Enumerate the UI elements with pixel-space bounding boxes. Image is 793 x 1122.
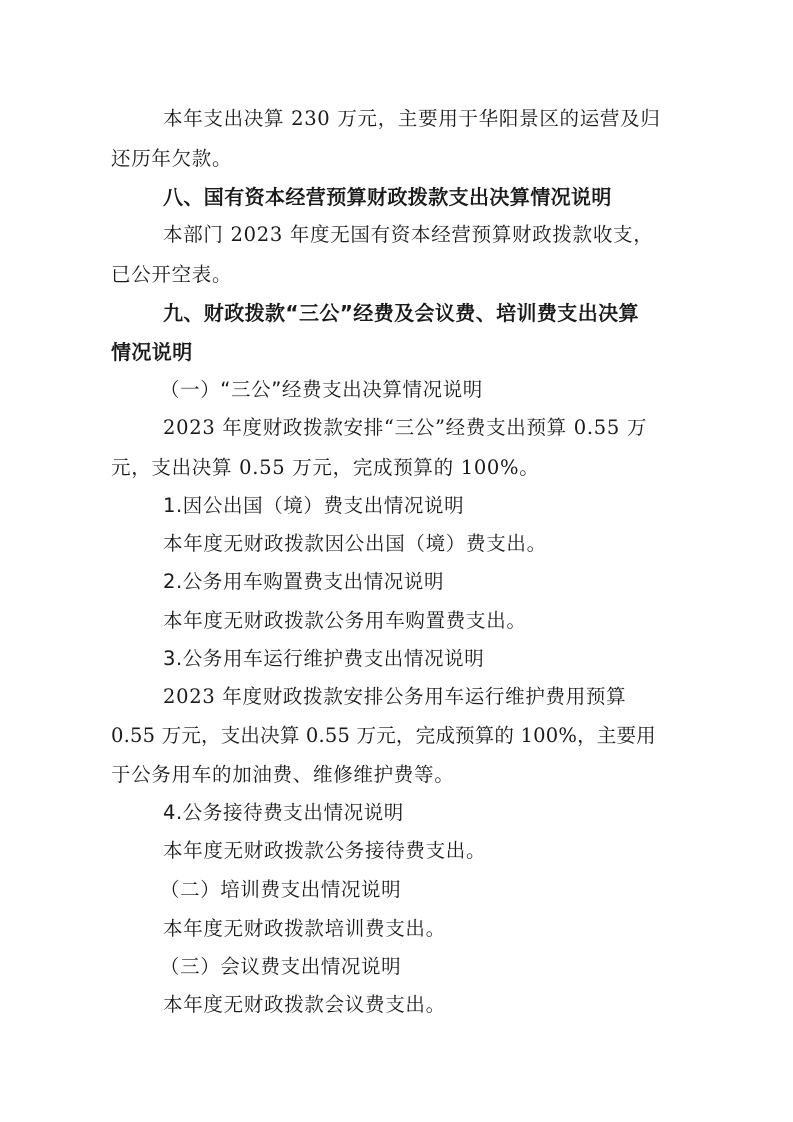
paragraph-line: 本年度无财政拨款会议费支出。 <box>163 993 446 1016</box>
paragraph-line: 本年支出决算 230 万元，主要用于华阳景区的运营及归 <box>163 107 661 130</box>
paragraph-line: 2023 年度财政拨款安排公务用车运行维护费用预算 <box>163 685 627 708</box>
paragraph-line: 本年度无财政拨款培训费支出。 <box>163 917 446 940</box>
paragraph-line: 0.55 万元，支出决算 0.55 万元，完成预算的 100%，主要用 <box>111 724 656 747</box>
paragraph-line: 还历年欠款。 <box>111 147 233 170</box>
paragraph-line: 本年度无财政拨款公务用车购置费支出。 <box>163 609 527 632</box>
subsection-heading: （一）“三公”经费支出决算情况说明 <box>160 378 483 401</box>
subsection-heading: （二）培训费支出情况说明 <box>160 878 402 901</box>
paragraph-line: 本部门 2023 年度无国有资本经营预算财政拨款收支， <box>163 223 654 246</box>
section-heading: 八、国有资本经营预算财政拨款支出决算情况说明 <box>163 185 612 209</box>
paragraph-line: 于公务用车的加油费、维修维护费等。 <box>111 763 455 786</box>
paragraph-line: 已公开空表。 <box>111 263 233 286</box>
paragraph-line: 本年度无财政拨款公务接待费支出。 <box>163 839 487 862</box>
subsection-heading: （三）会议费支出情况说明 <box>160 955 402 978</box>
item-heading: 2.公务用车购置费支出情况说明 <box>163 570 445 593</box>
paragraph-line: 元，支出决算 0.55 万元，完成预算的 100%。 <box>111 456 540 479</box>
section-heading: 情况说明 <box>111 340 193 364</box>
paragraph-line: 本年度无财政拨款因公出国（境）费支出。 <box>163 532 547 555</box>
paragraph-line: 2023 年度财政拨款安排“三公”经费支出预算 0.55 万 <box>163 416 648 439</box>
item-heading: 3.公务用车运行维护费支出情况说明 <box>163 647 485 670</box>
section-heading: 九、财政拨款“三公”经费及会议费、培训费支出决算 <box>163 301 639 325</box>
item-heading: 4.公务接待费支出情况说明 <box>163 801 404 824</box>
item-heading: 1.因公出国（境）费支出情况说明 <box>163 494 465 517</box>
